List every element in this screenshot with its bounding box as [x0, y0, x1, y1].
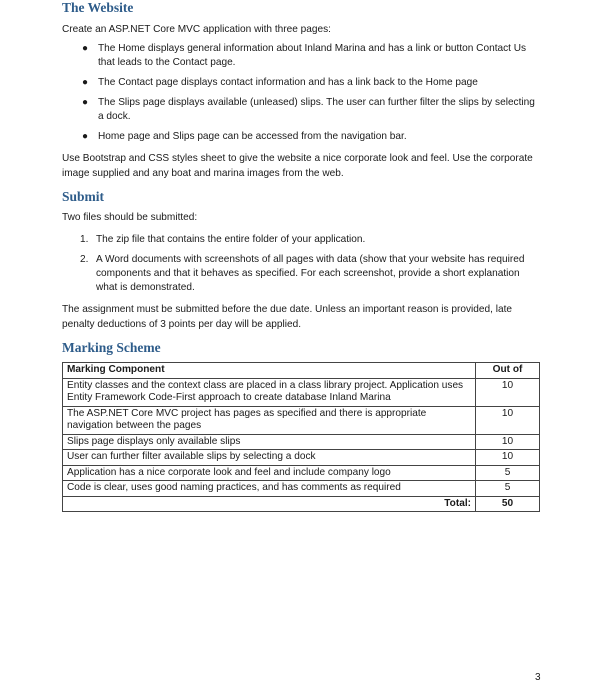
cell-score: 5 [476, 465, 540, 481]
submit-deadline-note: The assignment must be submitted before the due date. Unless an important reason is provided, late penalty deductions of 3 points per day will be applied. [62, 304, 512, 330]
table-header-row [63, 363, 540, 379]
list-item: ● The Slips page displays available (unleased) slips. The user can further filter the slips by selecting a dock. [82, 97, 535, 122]
cell-score: 10 [476, 406, 540, 434]
section-heading-submit: Submit [62, 189, 105, 204]
cell-component: The ASP.NET Core MVC project has pages as specified and there is appropriate navigation between the pages [63, 406, 476, 434]
list-item: ● The Home displays general information about Inland Marina and has a link or button Contact Us that leads to the Contact page. [82, 43, 527, 68]
table-row [63, 434, 540, 450]
list-item: 1. The zip file that contains the entire folder of your application. [80, 234, 366, 245]
cell-component: Application has a nice corporate look and feel and include company logo [63, 465, 476, 481]
website-intro: Create an ASP.NET Core MVC application with three pages: [62, 24, 331, 35]
table-row [63, 450, 540, 466]
cell-score: 10 [476, 434, 540, 450]
cell-component: Code is clear, uses good naming practices, and has comments as required [63, 481, 476, 497]
total-value: 50 [476, 496, 540, 512]
submit-intro: Two files should be submitted: [62, 212, 198, 223]
table-total-row [63, 496, 540, 512]
column-header-out-of: Out of [476, 363, 540, 379]
table-row [63, 406, 540, 434]
list-item: ● Home page and Slips page can be accessed from the navigation bar. [82, 131, 407, 142]
table-row [63, 378, 540, 406]
list-item: ● The Contact page displays contact information and has a link back to the Home page [82, 77, 478, 88]
table-row [63, 465, 540, 481]
cell-score: 10 [476, 450, 540, 466]
cell-score: 5 [476, 481, 540, 497]
total-label: Total: [63, 496, 476, 512]
cell-score: 10 [476, 378, 540, 406]
page-number: 3 [535, 672, 541, 683]
section-heading-website: The Website [62, 0, 134, 15]
table-row [63, 481, 540, 497]
column-header-component: Marking Component [63, 363, 476, 379]
cell-component: User can further filter available slips by selecting a dock [63, 450, 476, 466]
section-heading-marking-scheme: Marking Scheme [62, 340, 161, 355]
list-item: 2. A Word documents with screenshots of all pages with data (show that your website has required components and that it behaves as specified. For each screenshot, provide a short explanation what is demonstrated. [80, 254, 525, 293]
website-styling-paragraph: Use Bootstrap and CSS styles sheet to give the website a nice corporate look and feel. Use the corporate image supplied and any boat and marina images from the web. [62, 153, 533, 179]
marking-scheme-table [62, 362, 540, 512]
website-requirements-list [82, 42, 542, 150]
cell-component: Entity classes and the context class are placed in a class library project. Application uses Entity Framework Code-First approach to create database Inland Marina [63, 378, 476, 406]
submit-items-list [80, 233, 542, 301]
cell-component: Slips page displays only available slips [63, 434, 476, 450]
